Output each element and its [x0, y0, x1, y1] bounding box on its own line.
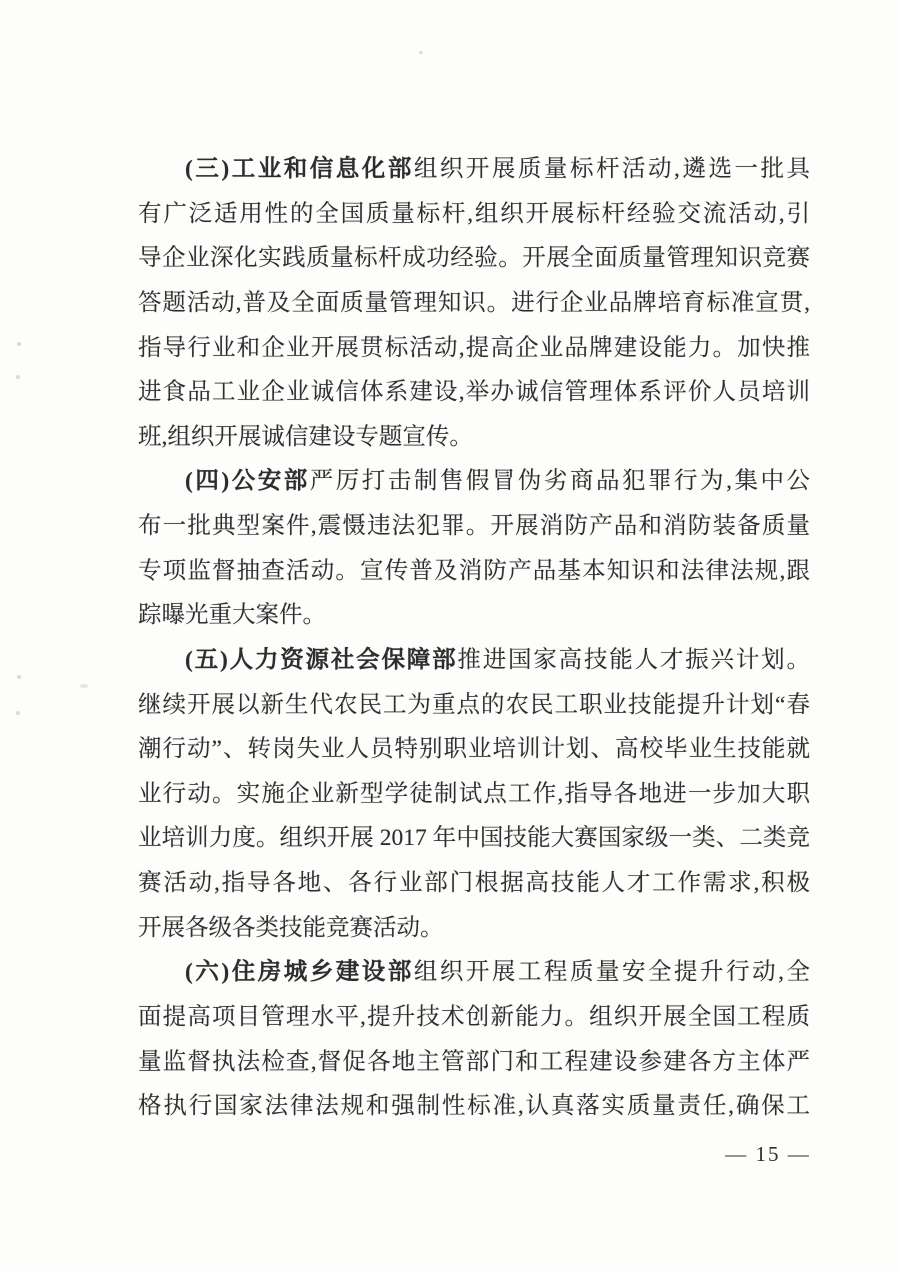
line-text: 继续开展以新生代农民工为重点的农民工职业技能提升计划“春 [138, 691, 810, 718]
text-line [138, 549, 810, 594]
section-heading-ministry: (四)公安部 [185, 468, 310, 495]
text-line [138, 772, 810, 817]
line-text: 潮行动”、转岗失业人员特别职业培训计划、高校毕业生技能就 [138, 736, 810, 763]
line-text: 赛活动,指导各地、各行业部门根据高技能人才工作需求,积极 [138, 870, 810, 896]
text-line [138, 593, 810, 638]
text-line [138, 236, 810, 281]
page-number: — 15 — [725, 1142, 811, 1166]
section-heading-ministry: (五)人力资源社会保障部 [185, 646, 458, 673]
scan-speck [16, 375, 20, 379]
scan-speck [80, 684, 88, 688]
line-text: 有广泛适用性的全国质量标杆,组织开展标杆经验交流活动,引 [138, 200, 810, 227]
line-text: 组织开展工程质量安全提升行动,全 [413, 959, 810, 986]
line-text: 踪曝光重大案件。 [138, 602, 326, 629]
text-line [138, 415, 810, 460]
text-line [138, 995, 810, 1040]
text-line [138, 683, 810, 728]
text-line [138, 147, 810, 192]
scan-speck [17, 342, 21, 346]
section-heading-ministry: (六)住房城乡建设部 [185, 959, 414, 986]
text-line [138, 1040, 810, 1085]
scan-speck [17, 675, 21, 679]
scan-speck [419, 51, 423, 54]
line-text: 量监督执法检查,督促各地主管部门和工程建设参建各方主体严 [138, 1048, 810, 1075]
line-text: 开展各级各类技能竞赛活动。 [138, 914, 444, 941]
line-text: 组织开展质量标杆活动,遴选一批具 [413, 156, 810, 182]
text-line [138, 504, 810, 549]
text-line [138, 906, 810, 951]
line-text: 严厉打击制售假冒伪劣商品犯罪行为,集中公 [309, 468, 810, 495]
text-line [138, 370, 810, 415]
scan-speck [16, 711, 20, 715]
line-text: 面提高项目管理水平,提升技术创新能力。组织开展全国工程质 [138, 1003, 810, 1030]
line-text: 答题活动,普及全面质量管理知识。进行企业品牌培育标准宣贯, [138, 289, 810, 316]
line-text: 班,组织开展诚信建设专题宣传。 [138, 423, 473, 450]
line-text: 专项监督抽查活动。宣传普及消防产品基本知识和法律法规,跟 [138, 557, 810, 584]
line-text: 指导行业和企业开展贯标活动,提高企业品牌建设能力。加快推 [138, 334, 810, 361]
line-text: 格执行国家法律法规和强制性标准,认真落实质量责任,确保工 [138, 1093, 810, 1120]
text-line [138, 192, 810, 237]
text-line [138, 1084, 810, 1129]
text-line [138, 816, 810, 861]
line-text: 推进国家高技能人才振兴计划。 [457, 646, 811, 673]
line-text: 业行动。实施企业新型学徒制试点工作,指导各地进一步加大职 [138, 780, 810, 807]
text-line [138, 459, 810, 504]
text-line [138, 281, 810, 326]
text-line [138, 326, 810, 371]
section-heading-ministry: (三)工业和信息化部 [185, 156, 414, 182]
text-line [138, 727, 810, 772]
text-line [138, 638, 810, 683]
document-text-block [138, 147, 810, 1129]
text-line [138, 950, 810, 995]
line-text: 导企业深化实践质量标杆成功经验。开展全面质量管理知识竞赛 [138, 245, 810, 272]
text-line [138, 861, 810, 906]
line-text: 业培训力度。组织开展 2017 年中国技能大赛国家级一类、二类竞 [138, 825, 810, 852]
line-text: 进食品工业企业诚信体系建设,举办诚信管理体系评价人员培训 [138, 379, 810, 406]
line-text: 布一批典型案件,震慑违法犯罪。开展消防产品和消防装备质量 [138, 513, 810, 539]
